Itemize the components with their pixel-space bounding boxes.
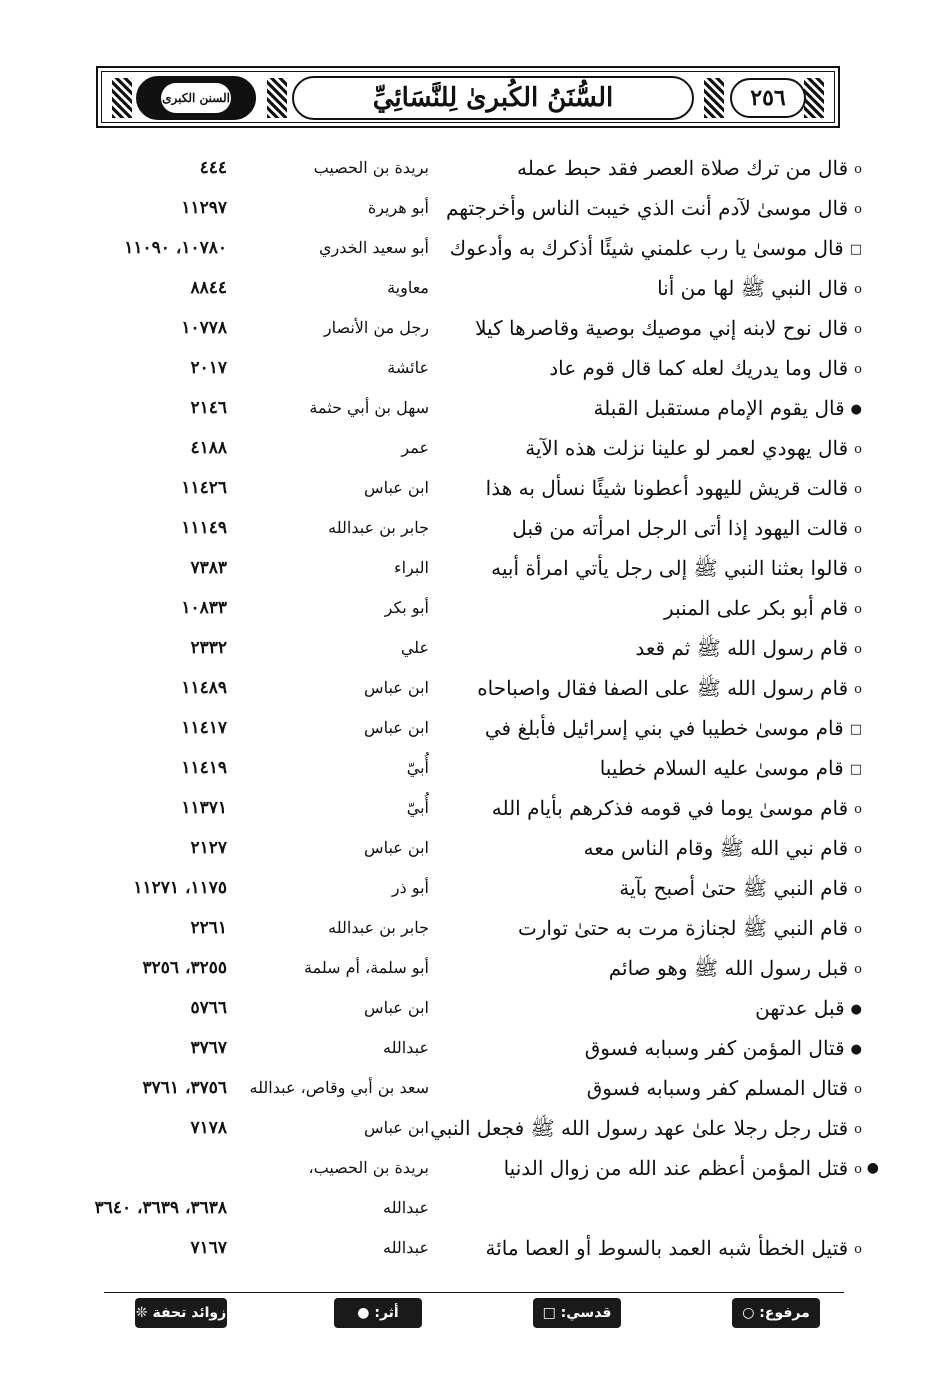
hadith-text: قال موسىٰ لآدم أنت الذي خيبت الناس وأخرجتهم <box>445 196 849 220</box>
narrator: رجل من الأنصار <box>323 318 429 337</box>
hadith-text: قام النبي ﷺ حتىٰ أصبح بآية <box>619 876 849 900</box>
hadith-text: قام أبو بكر على المنبر <box>664 596 849 620</box>
page-header <box>96 66 840 128</box>
header-frame <box>101 71 835 123</box>
table-row <box>0 228 947 268</box>
table-row <box>0 388 947 428</box>
type-marker-icon: o <box>854 481 862 497</box>
table-row <box>0 948 947 988</box>
hadith-numbers: ١١٢٩٧ <box>181 198 227 218</box>
narrator: معاوية <box>387 278 429 297</box>
table-row <box>0 1188 947 1228</box>
narrator: عائشة <box>387 358 429 377</box>
hadith-text: قتل رجل رجلا علىٰ عهد رسول الله ﷺ فجعل النبي <box>430 1116 849 1140</box>
hadith-numbers: ٢٢٦١ <box>190 918 227 938</box>
narrator: ابن عباس <box>364 998 429 1017</box>
narrator: ابن عباس <box>364 1118 429 1137</box>
hadith-numbers: ٧١٦٧ <box>190 1238 227 1258</box>
hadith-incipit <box>475 308 862 350</box>
table-row <box>0 148 947 188</box>
table-row <box>0 1108 947 1148</box>
table-row <box>0 468 947 508</box>
hadith-text: قال يهودي لعمر لو علينا نزلت هذه الآية <box>525 436 849 460</box>
table-row <box>0 508 947 548</box>
table-row <box>0 988 947 1028</box>
type-marker-icon: o <box>854 801 862 817</box>
title-cartouche <box>292 76 694 120</box>
table-row <box>0 1228 947 1268</box>
ornament-right-icon <box>804 78 824 118</box>
hadith-text: قام موسىٰ خطيبا في بني إسرائيل فأبلغ في <box>484 716 844 740</box>
type-marker-icon: o <box>854 1161 862 1177</box>
type-marker-icon: o <box>854 281 862 297</box>
page-number: ٢٥٦ <box>730 78 806 118</box>
type-marker-icon: □ <box>849 241 862 257</box>
hadith-numbers: ٤٤٤ <box>199 158 227 178</box>
table-row <box>0 1028 947 1068</box>
type-marker-icon: o <box>854 561 862 577</box>
type-marker-icon: o <box>854 161 862 177</box>
hadith-text: قال نوح لابنه إني موصيك بوصية وقاصرها كيلا <box>475 316 849 340</box>
table-row <box>0 788 947 828</box>
hadith-text: قبل عدتهن <box>755 996 845 1020</box>
hadith-numbers: ٧١٧٨ <box>190 1118 227 1138</box>
type-marker-icon: o <box>854 961 862 977</box>
hadith-text: قتال المؤمن كفر وسبابه فسوق <box>584 1036 845 1060</box>
hadith-incipit <box>525 428 862 470</box>
table-row <box>0 268 947 308</box>
type-marker-icon: o <box>854 1121 862 1137</box>
zawaid-bullet-icon: ● <box>866 1160 879 1176</box>
book-logo <box>136 76 256 120</box>
table-row <box>0 668 947 708</box>
ornament-left-inner-icon <box>267 78 287 118</box>
narrator: جابر بن عبدالله <box>328 518 429 537</box>
hadith-incipit <box>492 788 862 830</box>
narrator: أبو ذر <box>391 878 429 897</box>
table-row <box>0 708 947 748</box>
hadith-text: قام موسىٰ يوما في قومه فذكرهم بأيام الله <box>491 796 849 820</box>
hadith-incipit <box>446 188 862 230</box>
hadith-numbers: ٣٢٥٥، ٣٢٥٦ <box>142 958 227 978</box>
narrator: ابن عباس <box>364 678 429 697</box>
narrator: عبدالله <box>383 1238 429 1257</box>
hadith-text: قام نبي الله ﷺ وقام الناس معه <box>583 836 849 860</box>
hadith-numbers: ٤١٨٨ <box>190 438 227 458</box>
hadith-text: قتيل الخطأ شبه العمد بالسوط أو العصا مائة <box>485 1236 849 1260</box>
hadith-numbers: ١١٤١٧ <box>181 718 227 738</box>
table-row <box>0 308 947 348</box>
type-marker-icon: o <box>854 201 862 217</box>
hadith-incipit <box>584 828 862 870</box>
legend-athar: أثر: ● <box>334 1298 422 1328</box>
hadith-incipit <box>491 548 862 590</box>
hadith-incipit <box>485 708 862 750</box>
narrator: سهل بن أبي حثمة <box>309 398 429 417</box>
narrator: أُبيّ <box>406 798 429 817</box>
hadith-incipit <box>517 148 862 190</box>
hadith-text: قالوا بعثنا النبي ﷺ إلى رجل يأتي امرأة أبيه <box>491 556 849 580</box>
narrator: علي <box>400 638 429 657</box>
hadith-numbers: ١٠٨٣٣ <box>181 598 227 618</box>
narrator: ابن عباس <box>364 478 429 497</box>
hadith-incipit <box>664 588 862 630</box>
hadith-incipit <box>512 508 862 550</box>
hadith-text: قام رسول الله ﷺ على الصفا فقال واصباحاه <box>477 676 849 700</box>
hadith-incipit <box>485 1228 862 1270</box>
table-row <box>0 1148 947 1188</box>
hadith-incipit <box>600 748 862 790</box>
narrator: ابن عباس <box>364 718 429 737</box>
hadith-incipit <box>593 388 862 430</box>
hadith-text: قال النبي ﷺ لها من أنا <box>657 276 849 300</box>
narrator: عبدالله <box>383 1198 429 1217</box>
hadith-numbers: ١١٤٢٦ <box>181 478 227 498</box>
table-row <box>0 908 947 948</box>
hadith-incipit <box>504 1148 862 1190</box>
type-marker-icon: o <box>854 881 862 897</box>
narrator: أبو بكر <box>384 598 429 617</box>
hadith-numbers: ٢١٤٦ <box>190 398 227 418</box>
book-logo-text: السنن الكبرى <box>161 83 231 113</box>
hadith-incipit <box>609 948 862 990</box>
table-row <box>0 868 947 908</box>
hadith-numbers: ٣٦٣٨، ٣٦٣٩، ٣٦٤٠ <box>94 1198 227 1218</box>
ornament-right-inner-icon <box>704 78 724 118</box>
hadith-numbers: ٥٧٦٦ <box>190 998 227 1018</box>
narrator: سعد بن أبي وقاص، عبدالله <box>249 1078 429 1097</box>
hadith-numbers: ١١٤٨٩ <box>181 678 227 698</box>
hadith-numbers: ١١٧٥، ١١٢٧١ <box>133 878 227 898</box>
narrator: عمر <box>401 438 429 457</box>
hadith-numbers: ٢٠١٧ <box>190 358 227 378</box>
hadith-numbers: ٢١٢٧ <box>190 838 227 858</box>
table-row <box>0 188 947 228</box>
hadith-numbers: ٨٨٤٤ <box>190 278 227 298</box>
type-marker-icon: o <box>854 1081 862 1097</box>
hadith-text: قام رسول الله ﷺ ثم قعد <box>635 636 849 660</box>
table-row <box>0 428 947 468</box>
hadith-numbers: ٣٧٥٦، ٣٧٦١ <box>142 1078 227 1098</box>
hadith-incipit <box>450 228 862 270</box>
type-marker-icon: o <box>854 841 862 857</box>
hadith-numbers: ٧٣٨٣ <box>190 558 227 578</box>
type-marker-icon: ● <box>850 401 862 417</box>
hadith-incipit <box>477 668 862 710</box>
hadith-incipit <box>635 628 862 670</box>
type-marker-icon: o <box>854 601 862 617</box>
hadith-text: قالت قريش لليهود أعطونا شيئًا نسأل به هذا <box>485 476 849 500</box>
footer-divider <box>104 1292 844 1293</box>
hadith-numbers: ١٠٧٧٨ <box>181 318 227 338</box>
type-marker-icon: □ <box>849 761 862 777</box>
table-row <box>0 748 947 788</box>
narrator: عبدالله <box>383 1038 429 1057</box>
hadith-text: قبل رسول الله ﷺ وهو صائم <box>608 956 849 980</box>
narrator: البراء <box>394 558 429 577</box>
table-row <box>0 588 947 628</box>
narrator: جابر بن عبدالله <box>328 918 429 937</box>
hadith-text: قالت اليهود إذا أتى الرجل امرأته من قبل <box>512 516 849 540</box>
narrator: بريدة بن الحصيب، <box>308 1158 429 1177</box>
type-marker-icon: o <box>854 1241 862 1257</box>
type-marker-icon: o <box>854 681 862 697</box>
hadith-incipit <box>619 868 862 910</box>
hadith-incipit <box>587 1068 862 1110</box>
book-title: السُّنَنُ الكُبرىٰ لِلنَّسَائِيِّ <box>372 83 614 113</box>
hadith-numbers: ١١٤١٩ <box>181 758 227 778</box>
table-row <box>0 628 947 668</box>
hadith-text: قال وما يدريك لعله كما قال قوم عاد <box>549 356 849 380</box>
type-marker-icon: o <box>854 321 862 337</box>
narrator: أبو سلمة، أم سلمة <box>304 958 429 977</box>
hadith-incipit <box>755 988 862 1030</box>
hadith-incipit <box>486 468 862 510</box>
table-row <box>0 828 947 868</box>
hadith-text: قام النبي ﷺ لجنازة مرت به حتىٰ توارت <box>517 916 849 940</box>
type-marker-icon: o <box>854 441 862 457</box>
legend-zawaid: زوائد تحفة ❊ <box>135 1298 227 1328</box>
legend-qudsi: قدسي: □ <box>533 1298 621 1328</box>
type-marker-icon: o <box>854 521 862 537</box>
type-marker-icon: □ <box>849 721 862 737</box>
type-marker-icon: o <box>854 921 862 937</box>
hadith-text: قال من ترك صلاة العصر فقد حبط عمله <box>516 156 849 180</box>
hadith-text: قام موسىٰ عليه السلام خطيبا <box>599 756 844 780</box>
hadith-numbers: ١١١٤٩ <box>181 518 227 538</box>
hadith-incipit <box>657 268 862 310</box>
table-row <box>0 348 947 388</box>
hadith-incipit <box>585 1028 862 1070</box>
hadith-incipit <box>518 908 862 950</box>
hadith-incipit <box>549 348 862 390</box>
legend-marfu: مرفوع: ○ <box>732 1298 820 1328</box>
hadith-text: قال يقوم الإمام مستقبل القبلة <box>593 396 845 420</box>
hadith-numbers: ٣٧٦٧ <box>190 1038 227 1058</box>
hadith-numbers: ١٠٧٨٠، ١١٠٩٠ <box>124 238 227 258</box>
hadith-text: قال موسىٰ يا رب علمني شيئًا أذكرك به وأدعوك <box>449 236 844 260</box>
narrator: أُبيّ <box>406 758 429 777</box>
type-marker-icon: o <box>854 361 862 377</box>
hadith-numbers: ٢٣٣٢ <box>190 638 227 658</box>
ornament-left-icon <box>112 78 132 118</box>
hadith-text: قتل المؤمن أعظم عند الله من زوال الدنيا <box>503 1156 849 1180</box>
type-marker-icon: o <box>854 641 862 657</box>
narrator: أبو هريرة <box>367 198 429 217</box>
type-marker-icon: ● <box>850 1041 862 1057</box>
table-row <box>0 548 947 588</box>
table-row <box>0 1068 947 1108</box>
type-marker-icon: ● <box>850 1001 862 1017</box>
narrator: بريدة بن الحصيب <box>313 158 429 177</box>
hadith-incipit <box>430 1108 862 1150</box>
narrator: ابن عباس <box>364 838 429 857</box>
hadith-text: قتال المسلم كفر وسبابه فسوق <box>586 1076 849 1100</box>
narrator: أبو سعيد الخدري <box>319 238 429 257</box>
hadith-numbers: ١١٣٧١ <box>181 798 227 818</box>
